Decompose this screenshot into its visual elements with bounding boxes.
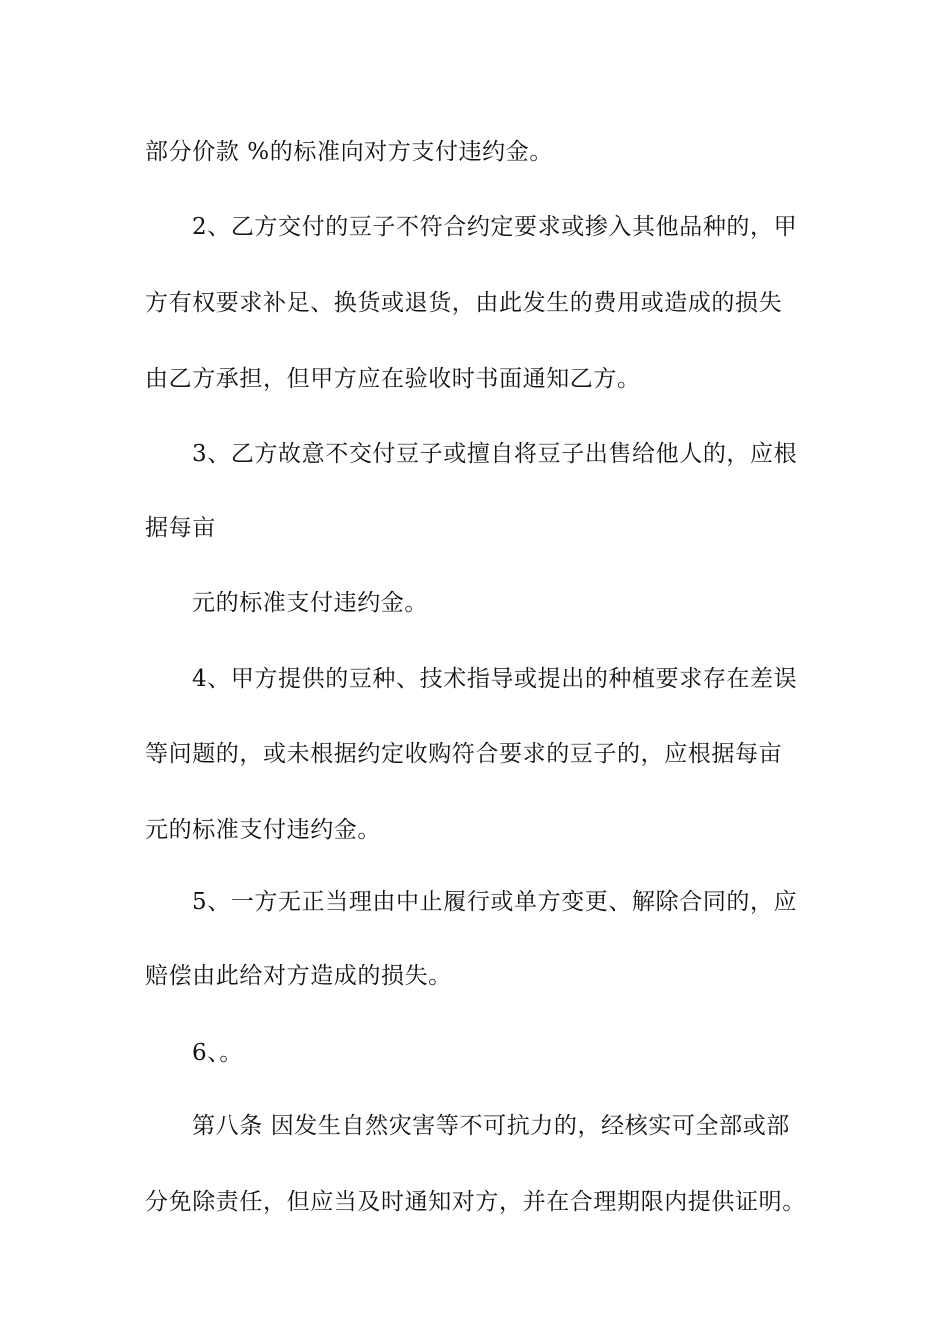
text-line: 部分价款 %的标准向对方支付违约金。 — [145, 139, 553, 165]
text-line: 元的标准支付违约金。 — [145, 817, 381, 843]
text-line: 方有权要求补足、换货或退货，由此发生的费用或造成的损失 — [145, 290, 783, 316]
text-line: 由乙方承担，但甲方应在验收时书面通知乙方。 — [145, 366, 641, 392]
text-line: 第八条 因发生自然灾害等不可抗力的，经核实可全部或部 — [192, 1113, 790, 1139]
text-line: 等问题的，或未根据约定收购符合要求的豆子的，应根据每亩 — [145, 741, 783, 767]
text-line: 分免除责任，但应当及时通知对方，并在合理期限内提供证明。 — [145, 1189, 806, 1215]
text-line: 4、甲方提供的豆种、技术指导或提出的种植要求存在差误 — [192, 666, 798, 692]
text-line: 2、乙方交付的豆子不符合约定要求或掺入其他品种的，甲 — [192, 214, 798, 240]
text-line: 6、。 — [192, 1040, 243, 1066]
text-line: 元的标准支付违约金。 — [192, 590, 428, 616]
text-line: 赔偿由此给对方造成的损失。 — [145, 963, 452, 989]
text-line: 据每亩 — [145, 515, 216, 541]
text-line: 3、乙方故意不交付豆子或擅自将豆子出售给他人的，应根 — [192, 441, 798, 467]
text-line: 5、一方无正当理由中止履行或单方变更、解除合同的，应 — [192, 889, 798, 915]
